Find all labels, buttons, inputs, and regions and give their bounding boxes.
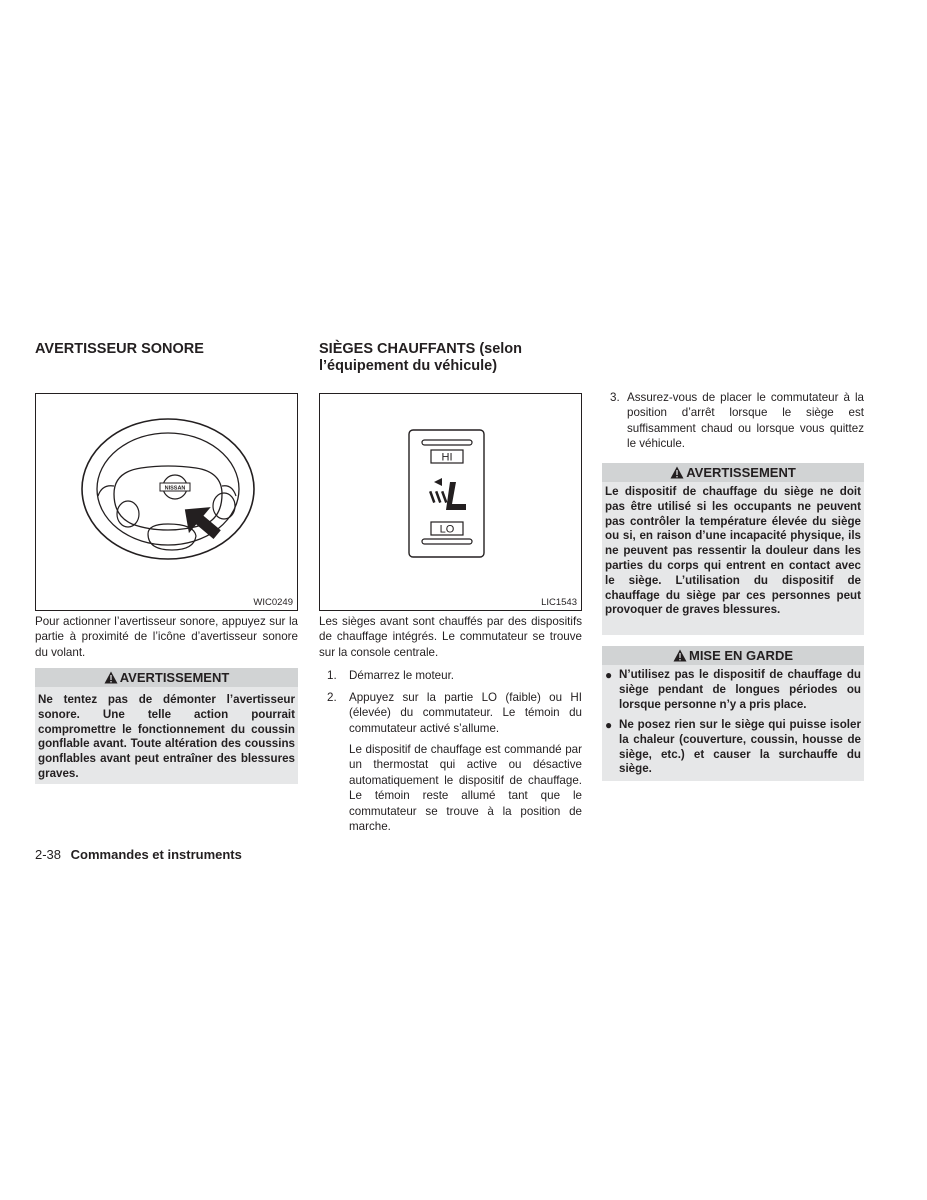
heading-line-1: SIÈGES CHAUFFANTS (selon [319,341,523,357]
caution-item-text: Ne posez rien sur le siège qui puisse isoler la chaleur (couverture, coussin, housse de siège, etc.) et causer la surchauffe du siège. [619,718,861,776]
nissan-logo-icon [160,475,190,499]
page-footer [35,847,242,862]
step-3 [610,390,864,452]
section-name: Commandes et instruments [70,847,242,862]
figure-label: LIC1543 [541,597,577,608]
switch-lo-label: LO [439,523,455,536]
warning-triangle-icon [670,466,684,479]
figure-steering-wheel [35,393,298,611]
warning-header [35,668,298,687]
step-text: Démarrez le moteur. [349,669,455,682]
warning-text: Ne tentez pas de démonter l’avertisseur sonore. Une telle action pourrait compromettre le fonctionnement du coussin gonflable avant. Toute altération des coussins gonflables avant peut entraîner des blessures graves. [35,687,298,784]
warning-text: Le dispositif de chauffage du siège ne doit pas être utilisé si les occupants ne peuvent pas contrôler la température élevée du siège ou si, en raison d’une incapacité physique, ils ne peuvent pas ressentir la douleur dans les parties du corps qui entrent en contact avec le siège. L’utilisation du dispositif de chauffage du siège par ces personnes peut provoquer de graves blessures. [602,482,864,635]
warning-box-horn [35,668,298,784]
thermostat-paragraph: Le dispositif de chauffage est commandé par un thermostat qui active ou désactive automatiquement le dispositif de chauffage. Le témoin reste allumé tant que le commutateur se trouve à la position de marche. [349,743,582,834]
warning-title: AVERTISSEMENT [119,670,230,685]
caution-triangle-icon [673,649,687,662]
step-number: 2. [327,691,337,704]
caution-box [602,646,864,781]
step-text: Assurez-vous de placer le commutateur à la position d’arrêt lorsque le siège est suffisamment chaud ou lorsque vous quittez le véhicule. [627,391,864,451]
warning-box-seat-heater [602,463,864,635]
warning-triangle-icon [104,671,118,684]
bullet-icon: ● [605,718,613,732]
section-heading-heated-seats [319,341,522,375]
figure-label: WIC0249 [253,597,293,608]
warning-title: AVERTISSEMENT [686,465,796,480]
step-number: 1. [327,669,337,682]
step-1 [327,668,582,684]
page-number: 2-38 [35,847,62,862]
svg-text:NISSAN: NISSAN [164,485,186,492]
section-heading-horn: AVERTISSEUR SONORE [35,341,204,357]
steering-wheel-illustration [36,394,297,610]
figure-heated-seat-switch [319,393,582,611]
caution-body [602,665,864,781]
press-arrow-icon [185,506,222,541]
step-number: 3. [610,391,620,404]
step-2 [327,690,582,736]
heated-seats-intro: Les sièges avant sont chauffés par des dispositifs de chauffage intégrés. Le commutateur se trouve sur la console centrale. [319,615,582,659]
switch-hi-label: HI [441,451,453,464]
caution-item [602,718,861,778]
caution-header [602,646,864,665]
warning-header [602,463,864,482]
horn-instructions: Pour actionner l’avertisseur sonore, appuyez sur la partie à proximité de l’icône d’avertisseur sonore du volant. [35,615,298,659]
caution-item [602,668,861,714]
caution-title: MISE EN GARDE [688,648,793,663]
step-text: Appuyez sur la partie LO (faible) ou HI (élevée) du commutateur. Le témoin du commutateur activé s’allume. [349,691,582,735]
seat-heater-switch-illustration [320,394,581,610]
caution-item-text: N’utilisez pas le dispositif de chauffage du siège pendant de longues périodes ou lorsque personne n’y a pris place. [619,668,861,711]
bullet-icon: ● [605,668,613,682]
heading-line-2: l’équipement du véhicule) [319,358,498,374]
